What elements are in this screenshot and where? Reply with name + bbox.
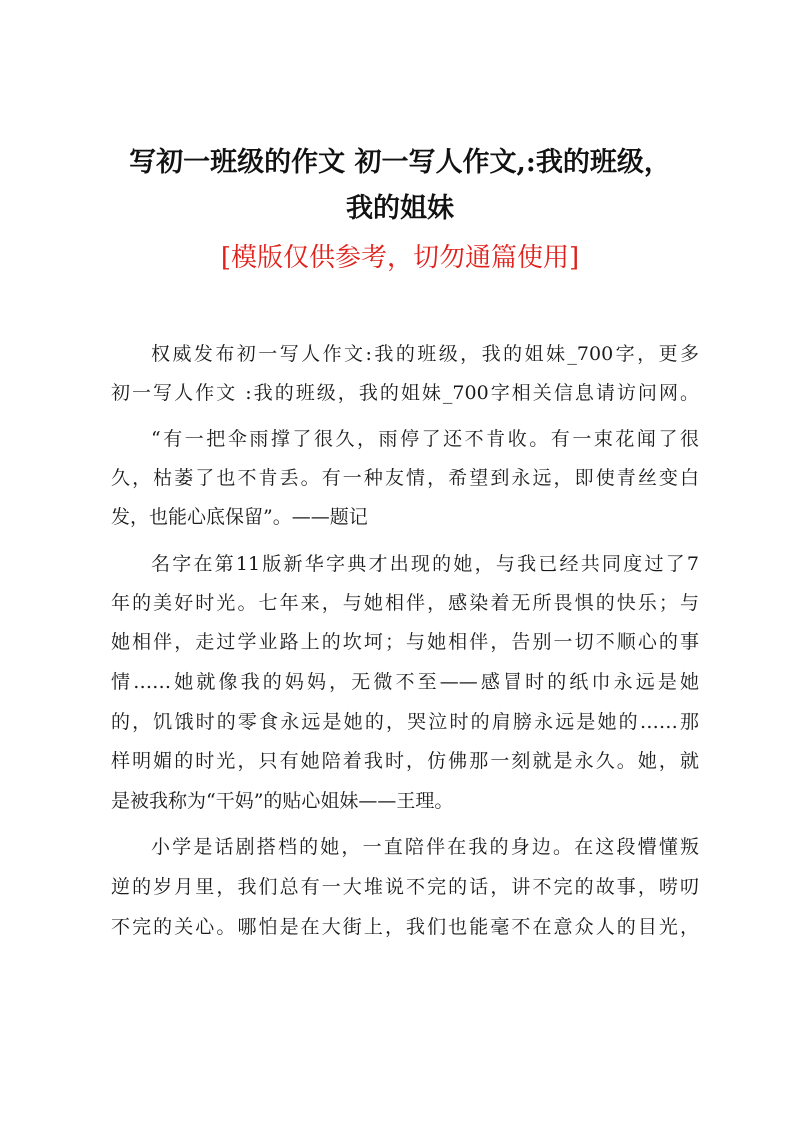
document-title-line-2: 我的姐妹 bbox=[346, 193, 454, 224]
body-line-7: 年的美好时光。七年来，与她相伴，感染着无所畏惧的快乐；与 bbox=[111, 592, 699, 614]
body-line-12: 是被我称为“干妈”的贴心姐妹——王理。 bbox=[111, 790, 454, 812]
body-line-15: 不完的关心。哪怕是在大街上，我们也能毫不在意众人的目光， bbox=[111, 916, 699, 938]
body-line-6: 名字在第11版新华字典才出现的她，与我已经共同度过了7 bbox=[151, 553, 699, 575]
body-line-5: 发，也能心底保留”。——题记 bbox=[111, 506, 368, 528]
body-line-11: 样明媚的时光，只有她陪着我时，仿佛那一刻就是永久。她，就 bbox=[111, 750, 699, 772]
body-line-10: 的，饥饿时的零食永远是她的，哭泣时的肩膀永远是她的……那 bbox=[111, 711, 699, 733]
body-line-14: 逆的岁月里，我们总有一大堆说不完的话，讲不完的故事，唠叨 bbox=[111, 876, 699, 898]
body-line-8: 她相伴，走过学业路上的坎坷；与她相伴，告别一切不顺心的事 bbox=[111, 631, 699, 653]
template-notice: [模版仅供参考，切勿通篇使用] bbox=[220, 243, 580, 273]
body-line-1: 权威发布初一写人作文:我的班级，我的姐妹_700字，更多 bbox=[151, 343, 699, 365]
document-title-line-1: 写初一班级的作文 初一写人作文,:我的班级， bbox=[129, 147, 671, 178]
body-line-13: 小学是话剧搭档的她，一直陪伴在我的身边。在这段懵懂叛 bbox=[151, 836, 699, 858]
body-line-9: 情……她就像我的妈妈，无微不至——感冒时的纸巾永远是她 bbox=[111, 671, 699, 693]
body-line-4: 久，枯萎了也不肯丢。有一种友情，希望到永远，即使青丝变白 bbox=[111, 467, 699, 489]
body-line-2: 初一写人作文 :我的班级，我的姐妹_700字相关信息请访问网。 bbox=[111, 382, 699, 404]
body-line-3: “有一把伞雨撑了很久，雨停了还不肯收。有一束花闻了很 bbox=[151, 428, 699, 450]
